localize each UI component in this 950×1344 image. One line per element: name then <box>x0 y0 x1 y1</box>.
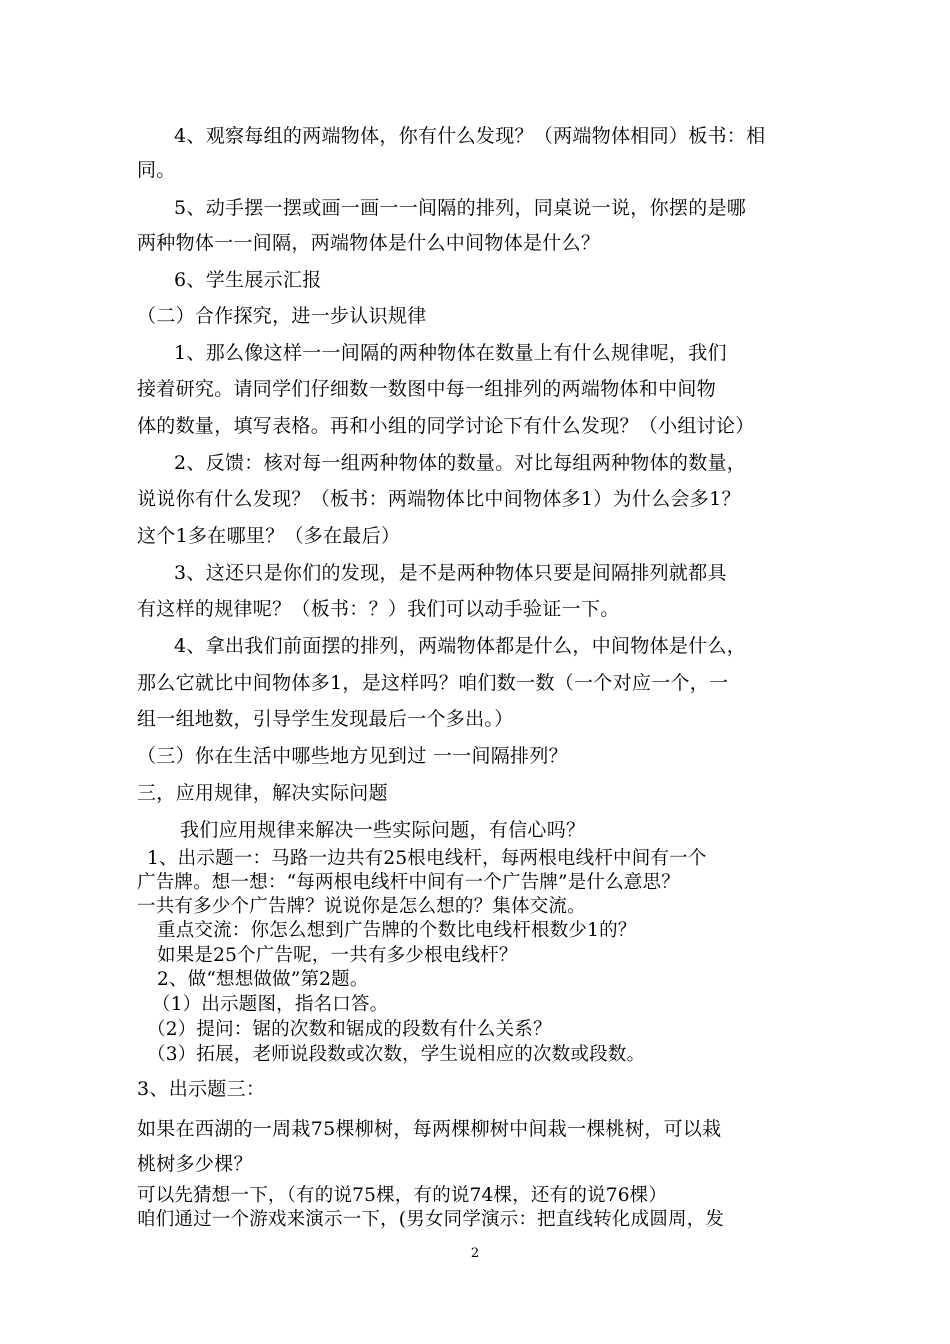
text-line: 一共有多少个广告牌？说说你是怎么想的？集体交流。 <box>137 896 586 917</box>
text-line: 两种物体一一间隔，两端物体是什么中间物体是什么？ <box>137 232 601 254</box>
text-line: 4、拿出我们前面摆的排列，两端物体都是什么，中间物体是什么， <box>174 635 747 657</box>
text-line: 如果是25个广告呢，一共有多少根电线杆？ <box>157 945 518 966</box>
text-line: 同。 <box>137 159 176 181</box>
text-line: 5、动手摆一摆或画一画一一间隔的排列，同桌说一说，你摆的是哪 <box>174 197 747 219</box>
text-line: 那么它就比中间物体多1，是这样吗？咱们数一数（一个对应一个，一 <box>137 672 729 694</box>
text-line: 1、那么像这样一一间隔的两种物体在数量上有什么规律呢，我们 <box>174 342 727 364</box>
text-line: 这个1多在哪里？（多在最后） <box>137 525 401 547</box>
text-line: 1、出示题一：马路一边共有25根电线杆，每两根电线杆中间有一个 <box>147 848 707 869</box>
text-line: （3）拓展，老师说段数或次数，学生说相应的次数或段数。 <box>147 1044 646 1065</box>
text-line: 重点交流：你怎么想到广告牌的个数比电线杆根数少1的？ <box>157 920 637 941</box>
text-line: （2）提问：锯的次数和锯成的段数有什么关系？ <box>147 1019 552 1040</box>
text-line: 我们应用规律来解决一些实际问题，有信心吗？ <box>180 819 586 841</box>
text-line: 咱们通过一个游戏来演示一下，(男女同学演示：把直线转化成圆周，发 <box>137 1209 725 1230</box>
section-heading: 三，应用规律，解决实际问题 <box>137 782 388 804</box>
text-line: 有这样的规律呢？（板书：？）我们可以动手验证一下。 <box>137 598 620 620</box>
text-line: 体的数量，填写表格。再和小组的同学讨论下有什么发现？（小组讨论） <box>137 415 755 437</box>
page-number: 2 <box>470 1246 480 1261</box>
text-line: 接着研究。请同学们仔细数一数图中每一组排列的两端物体和中间物 <box>137 378 717 400</box>
text-line: 4、观察每组的两端物体，你有什么发现？（两端物体相同）板书：相 <box>174 125 766 147</box>
text-line: 组一组地数，引导学生发现最后一个多出。） <box>137 708 514 730</box>
text-line: 3、这还只是你们的发现，是不是两种物体只要是间隔排列就都具 <box>174 562 727 584</box>
text-line: 说说你有什么发现？（板书：两端物体比中间物体多1）为什么会多1？ <box>137 488 741 510</box>
section-heading: （三）你在生活中哪些地方见到过 一一间隔排列？ <box>137 745 568 767</box>
text-line: 可以先猜想一下，（有的说75棵，有的说74棵，还有的说76棵） <box>137 1185 668 1206</box>
text-line: （1）出示题图，指名口答。 <box>152 994 389 1015</box>
text-line: 2、反馈：核对每一组两种物体的数量。对比每组两种物体的数量， <box>174 452 747 474</box>
text-line: 桃树多少棵？ <box>137 1153 253 1175</box>
text-line: 3、出示题三： <box>137 1078 266 1100</box>
section-heading: （二）合作探究，进一步认识规律 <box>137 305 427 327</box>
text-line: 如果在西湖的一周栽75棵柳树，每两棵柳树中间栽一棵桃树，可以栽 <box>137 1118 722 1140</box>
text-line: 2、做“想想做做”第2题。 <box>157 969 369 990</box>
text-line: 广告牌。想一想：“每两根电线杆中间有一个广告牌”是什么意思？ <box>137 872 680 893</box>
text-line: 6、学生展示汇报 <box>174 269 322 291</box>
